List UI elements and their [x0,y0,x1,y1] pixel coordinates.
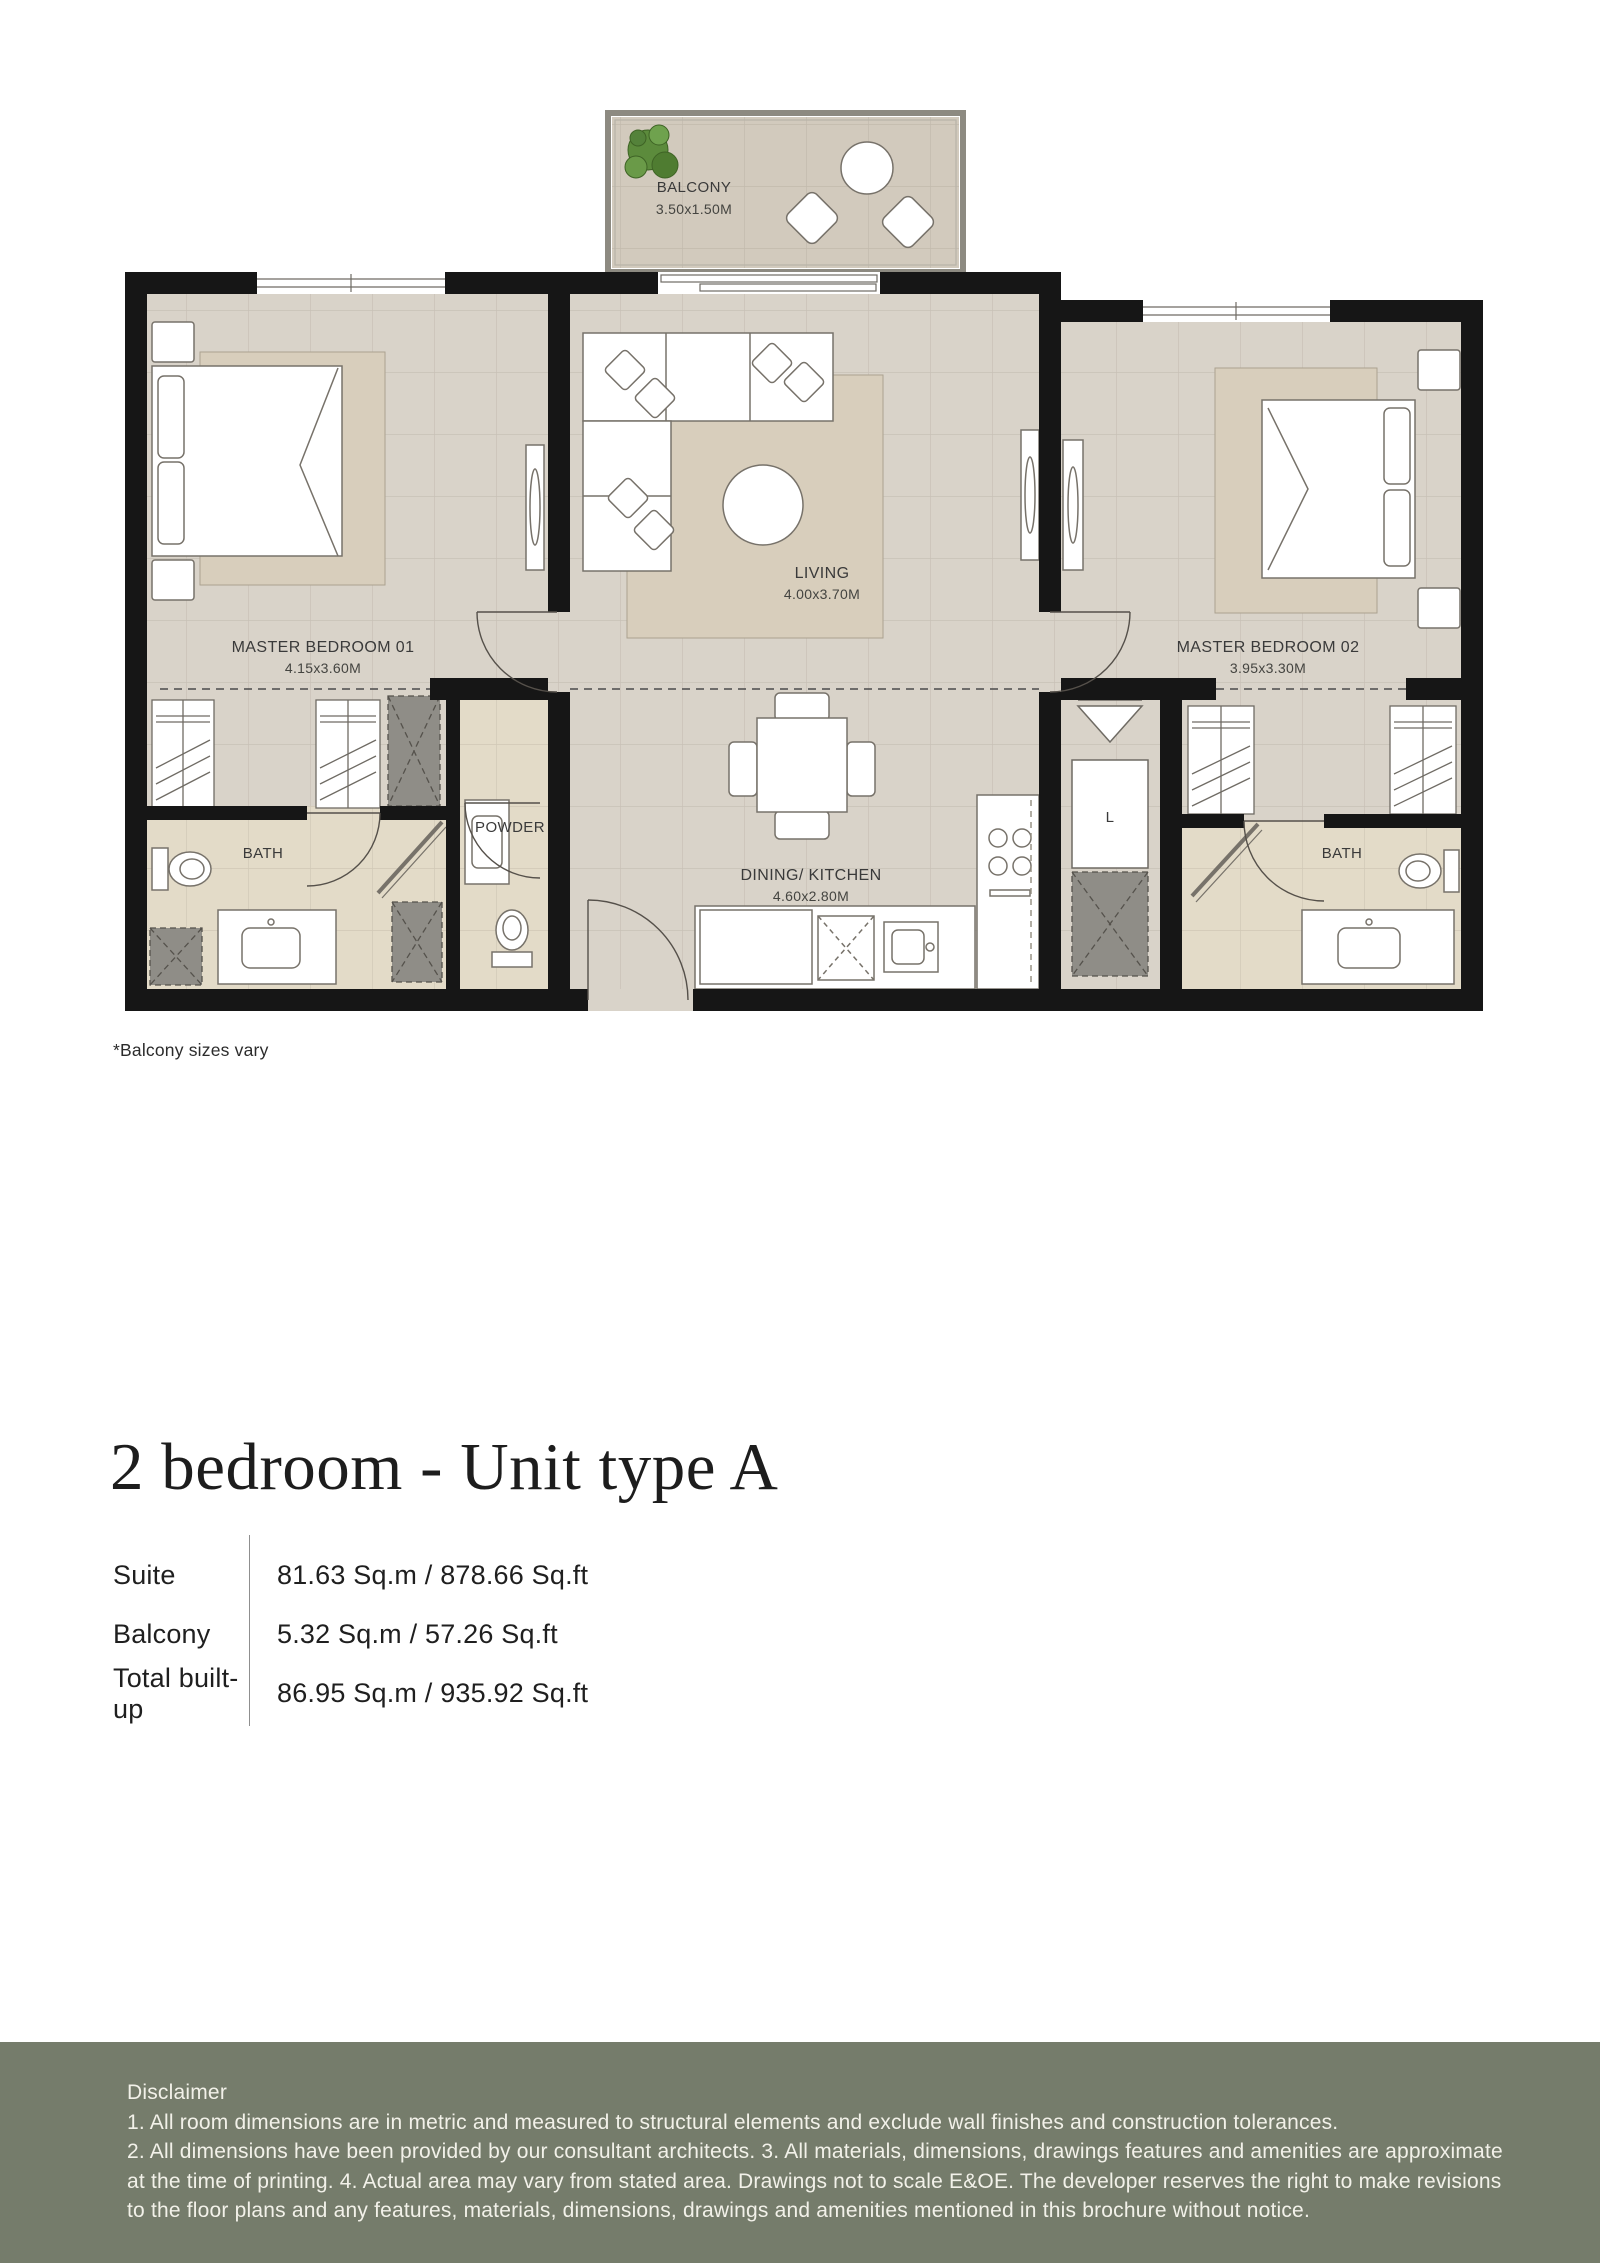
dining-kitchen-dims: 4.60x2.80M [772,888,850,904]
bath-1-label: BATH [242,845,284,862]
area-label-suite: Suite [113,1560,176,1590]
disclaimer-line: at the time of printing. 4. Actual area may vary from stated area. Drawings not to scale E&OE. The developer reserves the right to make revisions [127,2169,1502,2193]
powder-label: POWDER [475,819,545,836]
laundry-label: L [1105,809,1115,826]
living-label: LIVING [794,565,850,582]
entrance-opening [588,989,693,1011]
area-value-suite: 81.63 Sq.m / 878.66 Sq.ft [277,1560,589,1590]
page-title: 2 bedroom - Unit type A [110,1430,779,1504]
disclaimer-line: 1. All room dimensions are in metric and measured to structural elements and exclude wall finishes and construction tolerances. [127,2110,1339,2134]
area-label-total: Total built-up [113,1662,239,1724]
floor-plan [0,0,1600,1070]
area-value-total: 86.95 Sq.m / 935.92 Sq.ft [277,1678,589,1708]
area-value-balcony: 5.32 Sq.m / 57.26 Sq.ft [277,1619,558,1649]
bedroom1-window [257,272,445,294]
disclaimer-line: 2. All dimensions have been provided by our consultant architects. 3. All materials, dimensions, drawings features and amenities are approximate [127,2140,1503,2163]
disclaimer-line: to the floor plans and any features, materials, dimensions, drawings and amenities mentioned in this brochure without notice. [127,2199,1310,2222]
table-row [113,1664,733,1723]
balcony-note: *Balcony sizes vary [113,1040,269,1060]
balcony-label: BALCONY [656,179,732,196]
table-divider [249,1535,250,1726]
master-bedroom-2-label: MASTER BEDROOM 02 [1176,639,1360,656]
disclaimer-heading: Disclaimer [127,2081,228,2104]
master-bedroom-2-dims: 3.95x3.30M [1229,660,1307,676]
disclaimer-footer [0,2042,1600,2263]
balcony-slider-door [658,272,880,294]
master-bedroom-1-label: MASTER BEDROOM 01 [231,639,415,656]
area-label-balcony: Balcony [113,1619,211,1649]
dining-kitchen-label: DINING/ KITCHEN [740,867,882,884]
table-row [113,1546,733,1605]
bath-2-label: BATH [1321,845,1363,862]
bedroom2-window [1143,300,1330,322]
balcony-dims: 3.50x1.50M [655,201,733,217]
living-dims: 4.00x3.70M [783,586,861,602]
area-table [113,1546,733,1723]
table-row [113,1605,733,1664]
master-bedroom-1-dims: 4.15x3.60M [284,660,362,676]
